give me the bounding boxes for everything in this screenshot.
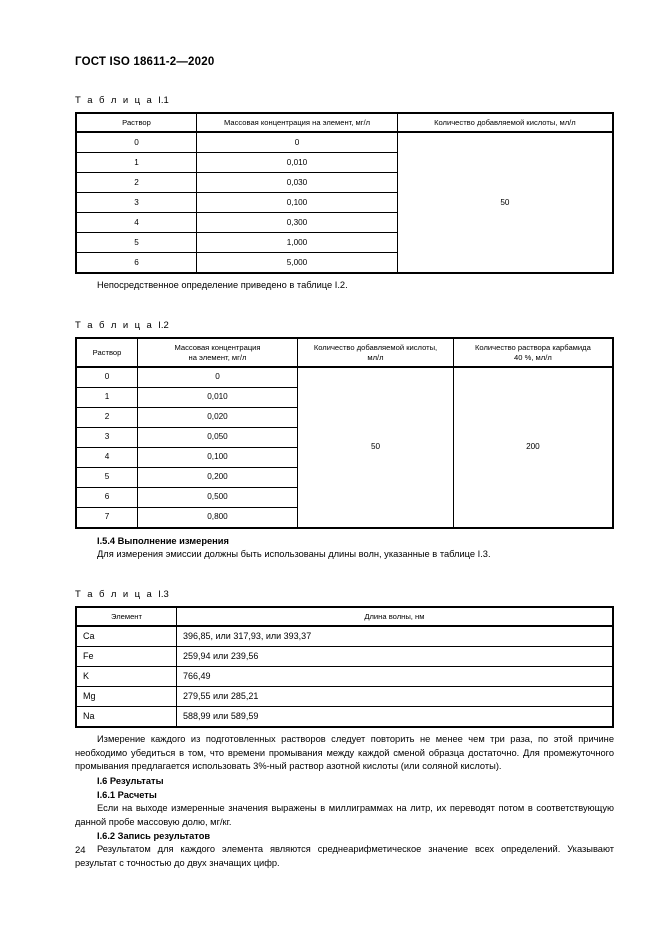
table-2-header-concentration-line2: на элемент, мг/л (188, 352, 247, 362)
table-1-header-row (77, 114, 613, 133)
table-2-cell-solution: 5 (77, 468, 138, 488)
table-1-frame (75, 112, 614, 274)
table-3-cell-wavelength: 588,99 или 589,59 (177, 707, 613, 727)
table-1-caption (75, 95, 614, 106)
table-2-cell-solution: 7 (77, 508, 138, 528)
table-2-caption-label: Т а б л и ц а (75, 320, 154, 332)
table-1-caption-number: I.1 (158, 95, 169, 106)
table-2-header-acid-line1: Количество добавляемой кислоты, (313, 343, 438, 353)
table-3 (76, 607, 613, 727)
page-number: 24 (75, 845, 86, 856)
section-heading-1-5-4: I.5.4 Выполнение измерения (97, 536, 229, 547)
table-3-cell-wavelength: 766,49 (177, 667, 613, 687)
table-2-cell-concentration: 0 (138, 367, 298, 388)
table-3-cell-element: K (77, 667, 177, 687)
table-row (77, 667, 613, 687)
table-3-caption-number: I.3 (158, 588, 169, 600)
table-2-caption-number: I.2 (158, 320, 169, 332)
table-2-cell-carbamide-amount: 200 (454, 367, 613, 528)
paragraph-measurement-repetition: Измерение каждого из подготовленных растворов следует повторить не менее чем три раза, по этой причине необходимо убедиться в том, что времени промывания между каждой сменой образца достаточно. Для промежуточного промывания предлагается использовать 3%-ный раствор азотной кислоты (или соляной кислоты). (75, 734, 614, 772)
table-3-cell-wavelength: 396,85, или 317,93, или 393,37 (177, 626, 613, 647)
table-2-header-concentration-line1: Массовая концентрация (174, 343, 261, 353)
table-1-cell-concentration: 0 (197, 132, 398, 153)
table-3-header-wavelength: Длина волны, нм (177, 607, 613, 626)
table-3-caption (75, 589, 614, 600)
table-3-cell-element: Fe (77, 647, 177, 667)
table-row (77, 707, 613, 727)
table-2-cell-concentration: 0,500 (138, 488, 298, 508)
table-3-cell-element: Na (77, 707, 177, 727)
document-standard-title: ГОСТ ISO 18611-2—2020 (75, 56, 215, 68)
table-2-header-carbamide-line2: 40 %, мл/л (514, 352, 552, 362)
table-3-header-element: Элемент (77, 607, 177, 626)
table-3-cell-wavelength: 259,94 или 239,56 (177, 647, 613, 667)
page-content (75, 0, 614, 870)
table-2-cell-solution: 3 (77, 428, 138, 448)
table-2-header-concentration (138, 339, 298, 367)
table-2-cell-concentration: 0,010 (138, 388, 298, 408)
table-3-header-row (77, 607, 613, 626)
table-1-cell-concentration: 0,100 (197, 193, 398, 213)
table-1-cell-concentration: 0,300 (197, 213, 398, 233)
table-2-cell-concentration: 0,020 (138, 408, 298, 428)
table-row (77, 626, 613, 647)
table-1-header-concentration: Массовая концентрация на элемент, мг/л (197, 114, 398, 133)
table-2-cell-concentration: 0,200 (138, 468, 298, 488)
table-1-cell-solution: 1 (77, 153, 197, 173)
table-1-cell-solution: 2 (77, 173, 197, 193)
table-1-header-solution: Раствор (77, 114, 197, 133)
table-1 (76, 113, 613, 273)
table-1-cell-acid-amount: 50 (398, 132, 613, 273)
table-2-cell-solution: 1 (77, 388, 138, 408)
table-2-cell-solution: 2 (77, 408, 138, 428)
table-row (77, 367, 613, 388)
paragraph-section-1-5-4: Для измерения эмиссии должны быть использованы длины волн, указанные в таблице I.3. (97, 549, 491, 560)
table-1-caption-label: Т а б л и ц а (75, 95, 154, 106)
table-2-cell-solution: 0 (77, 367, 138, 388)
table-3-cell-wavelength: 279,55 или 285,21 (177, 687, 613, 707)
table-3-cell-element: Ca (77, 626, 177, 647)
table-2-cell-concentration: 0,050 (138, 428, 298, 448)
table-1-cell-solution: 0 (77, 132, 197, 153)
table-2-cell-concentration: 0,100 (138, 448, 298, 468)
table-1-cell-concentration: 0,030 (197, 173, 398, 193)
table-1-header-acid: Количество добавляемой кислоты, мл/л (398, 114, 613, 133)
section-heading-1-6: I.6 Результаты (97, 775, 164, 786)
table-row (77, 687, 613, 707)
table-2-header-acid-line2: мл/л (367, 352, 384, 362)
table-2-frame (75, 337, 614, 529)
table-row (77, 647, 613, 667)
table-3-frame (75, 606, 614, 728)
table-1-cell-solution: 4 (77, 213, 197, 233)
section-heading-1-6-1: I.6.1 Расчеты (97, 789, 157, 800)
table-3-cell-element: Mg (77, 687, 177, 707)
paragraph-direct-determination: Непосредственное определение приведено в таблице I.2. (97, 280, 348, 291)
table-2-header-solution: Раствор (77, 339, 138, 367)
table-1-cell-solution: 3 (77, 193, 197, 213)
table-2-header-acid (298, 339, 454, 367)
table-2-cell-concentration: 0,800 (138, 508, 298, 528)
table-2-cell-solution: 6 (77, 488, 138, 508)
table-1-cell-concentration: 1,000 (197, 233, 398, 253)
table-2-header-carbamide-line1: Количество раствора карбамида (475, 343, 591, 353)
table-2-header-carbamide (454, 339, 613, 367)
table-2-cell-solution: 4 (77, 448, 138, 468)
section-heading-1-6-2: I.6.2 Запись результатов (97, 831, 211, 842)
table-2-caption (75, 320, 614, 331)
table-1-cell-solution: 6 (77, 253, 197, 273)
table-1-cell-solution: 5 (77, 233, 197, 253)
paragraph-section-1-6-1: Если на выходе измеренные значения выражены в миллиграммах на литр, их переводят потом в соответствующую данной пробе массовую долю, мг/кг. (75, 802, 614, 827)
table-2 (76, 338, 613, 528)
paragraph-section-1-6-2: Результатом для каждого элемента являются среднеарифметическое значение всех определений. Указывают результат с точностью до двух значащих цифр. (75, 844, 614, 868)
table-3-caption-label: Т а б л и ц а (75, 588, 154, 600)
table-1-cell-concentration: 5,000 (197, 253, 398, 273)
table-2-cell-acid-amount: 50 (298, 367, 454, 528)
table-row (77, 132, 613, 153)
table-2-header-row (77, 339, 613, 367)
table-1-cell-concentration: 0,010 (197, 153, 398, 173)
